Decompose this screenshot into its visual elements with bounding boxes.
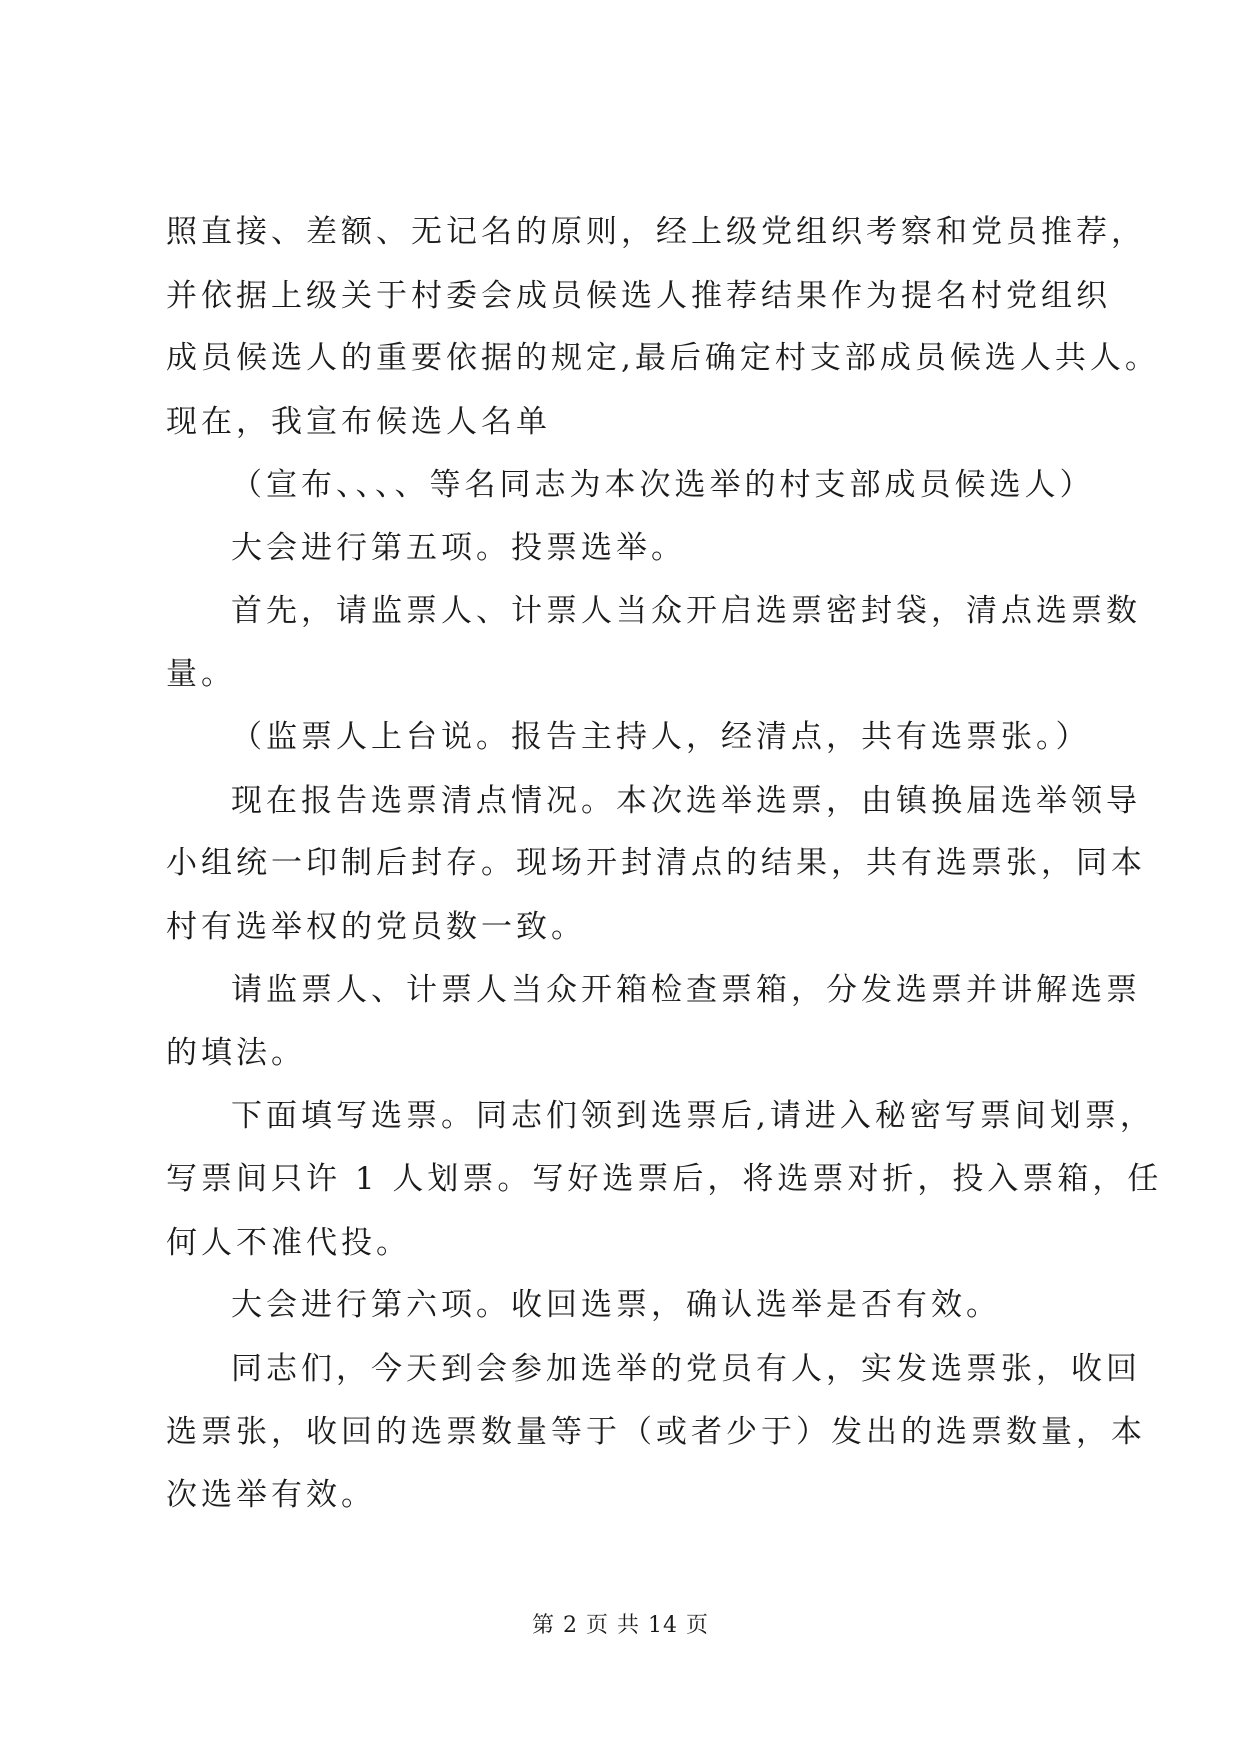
- text-line: 并依据上级关于村委会成员候选人推荐结果作为提名村党组织: [166, 278, 1111, 314]
- text-line: 大会进行第六项。收回选票，确认选举是否有效。: [231, 1287, 1001, 1323]
- text-line: 何人不准代投。: [166, 1225, 411, 1261]
- text-line: 选票张，收回的选票数量等于（或者少于）发出的选票数量，本: [166, 1414, 1146, 1450]
- text-line: 成员候选人的重要依据的规定,最后确定村支部成员候选人共人。: [166, 340, 1160, 376]
- text-line: 同志们，今天到会参加选举的党员有人，实发选票张，收回: [231, 1351, 1141, 1387]
- text-line: 现在报告选票清点情况。本次选举选票，由镇换届选举领导: [231, 783, 1141, 819]
- text-line: 次选举有效。: [166, 1477, 376, 1513]
- text-line: 量。: [166, 656, 236, 692]
- text-line: （监票人上台说。报告主持人，经清点，共有选票张。）: [231, 719, 1091, 755]
- text-line: 的填法。: [166, 1035, 306, 1071]
- text-line: 下面填写选票。同志们领到选票后,请进入秘密写票间划票，: [231, 1098, 1155, 1134]
- text-line: 现在，我宣布候选人名单: [166, 404, 551, 440]
- page-footer: 第 2 页 共 14 页: [532, 1613, 709, 1638]
- text-line: 小组统一印制后封存。现场开封清点的结果，共有选票张，同本: [166, 845, 1146, 881]
- text-line: 大会进行第五项。投票选举。: [231, 530, 686, 566]
- text-line: （宣布、、、、等名同志为本次选举的村支部成员候选人）: [231, 467, 1095, 503]
- text-line: 首先，请监票人、计票人当众开启选票密封袋，清点选票数: [231, 593, 1141, 629]
- text-line: 写票间只许 1 人划票。写好选票后，将选票对折，投入票箱，任: [166, 1161, 1163, 1197]
- text-line: 村有选举权的党员数一致。: [166, 909, 586, 945]
- text-line: 照直接、差额、无记名的原则，经上级党组织考察和党员推荐，: [166, 214, 1146, 250]
- text-line: 请监票人、计票人当众开箱检查票箱，分发选票并讲解选票: [231, 972, 1141, 1008]
